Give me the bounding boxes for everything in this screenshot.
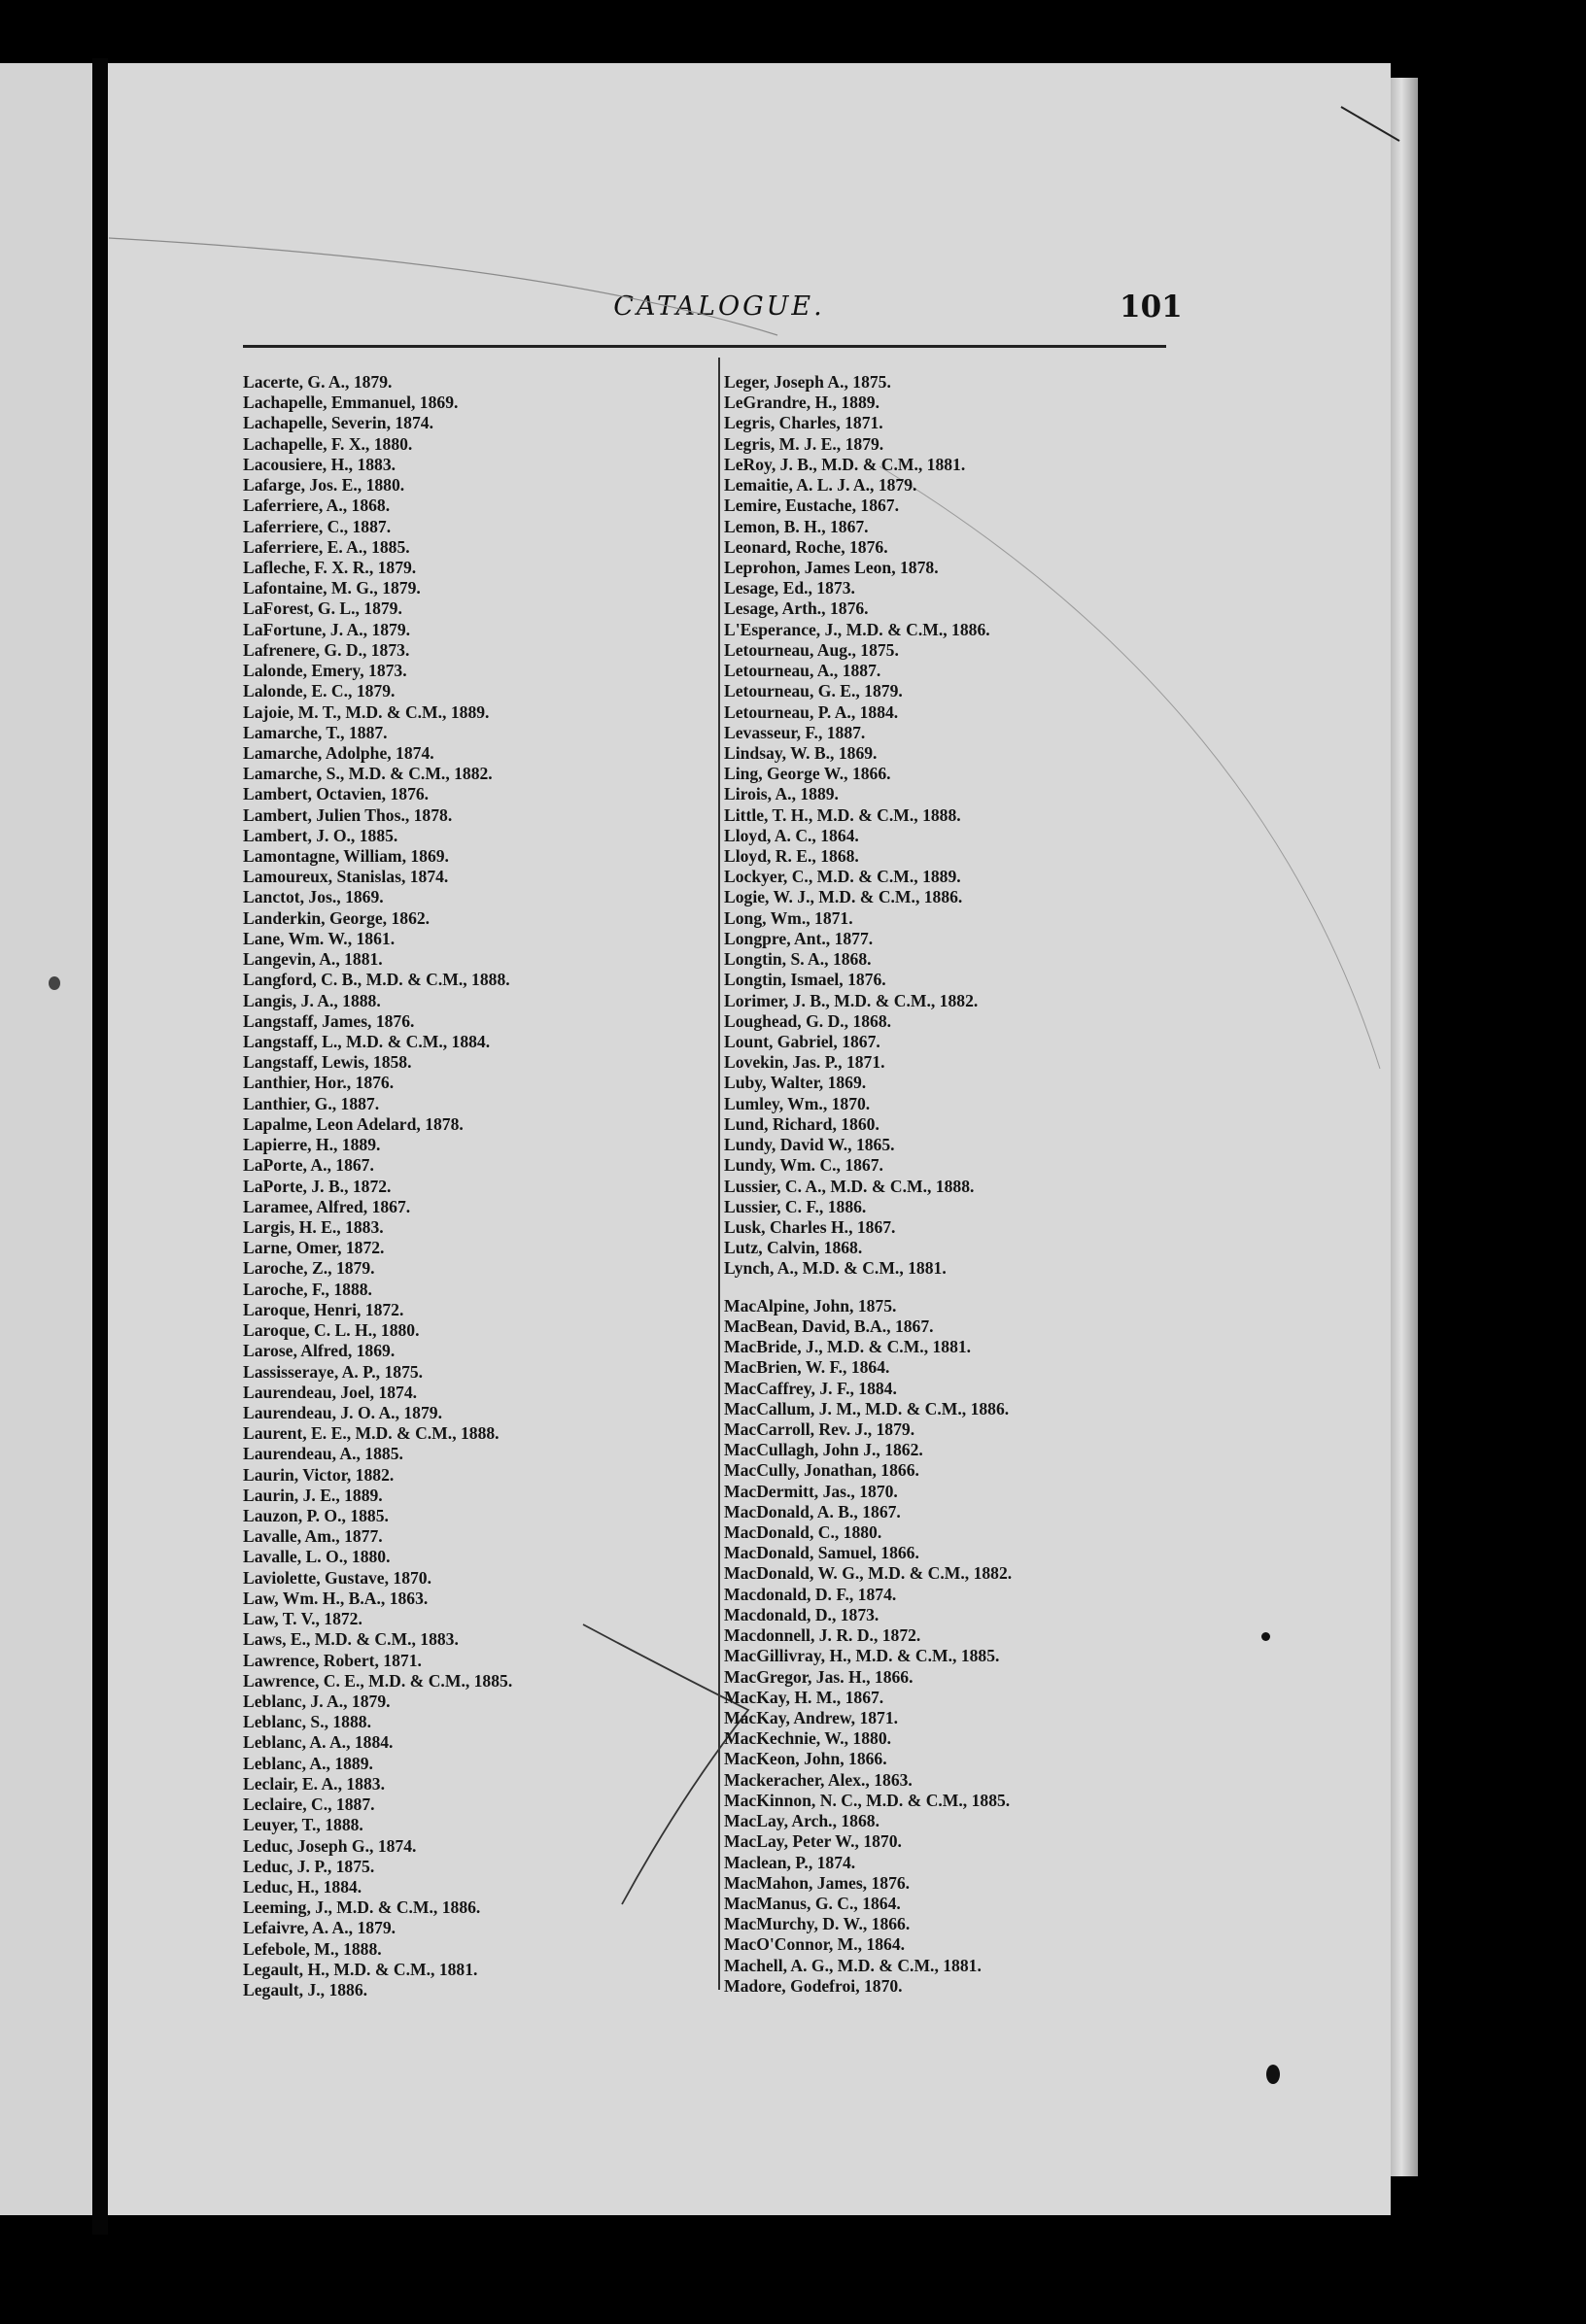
catalogue-entry: Laramee, Alfred, 1867.: [243, 1196, 411, 1216]
catalogue-entry: MacCarroll, Rev. J., 1879.: [724, 1418, 915, 1439]
catalogue-entry: Leclair, E. A., 1883.: [243, 1773, 385, 1794]
catalogue-entry: Lacerte, G. A., 1879.: [243, 372, 393, 392]
catalogue-entry: Lacousiere, H., 1883.: [243, 454, 396, 474]
catalogue-entry: LaFortune, J. A., 1879.: [243, 619, 411, 639]
catalogue-entry: Macdonnell, J. R. D., 1872.: [724, 1625, 921, 1646]
catalogue-entry: Lirois, A., 1889.: [724, 784, 839, 804]
catalogue-entry: Leblanc, J. A., 1879.: [243, 1692, 391, 1711]
catalogue-entry: Madore, Godefroi, 1870.: [724, 1975, 903, 1996]
catalogue-entry: Lalonde, E. C., 1879.: [243, 681, 396, 701]
catalogue-entry: MacManus, G. C., 1864.: [724, 1893, 901, 1913]
catalogue-entry: Leprohon, James Leon, 1878.: [724, 557, 939, 577]
book-gutter: [92, 58, 108, 2235]
catalogue-entry: Lount, Gabriel, 1867.: [724, 1032, 880, 1051]
catalogue-entry: Letourneau, A., 1887.: [724, 661, 881, 681]
catalogue-entry: Little, T. H., M.D. & C.M., 1888.: [724, 804, 961, 825]
catalogue-entry: Lorimer, J. B., M.D. & C.M., 1882.: [724, 990, 979, 1010]
catalogue-entry: Maclean, P., 1874.: [724, 1852, 856, 1872]
catalogue-entry: Lussier, C. F., 1886.: [724, 1196, 867, 1216]
catalogue-entry: MacCaffrey, J. F., 1884.: [724, 1378, 897, 1398]
catalogue-entry: Lafontaine, M. G., 1879.: [243, 578, 421, 598]
catalogue-entry: MacKeon, John, 1866.: [724, 1749, 887, 1769]
catalogue-entry: Landerkin, George, 1862.: [243, 907, 431, 928]
catalogue-entry: Laferriere, A., 1868.: [243, 496, 391, 516]
running-header-title: CATALOGUE.: [613, 291, 825, 322]
catalogue-entry: Laurent, E. E., M.D. & C.M., 1888.: [243, 1423, 500, 1444]
left-column-entries: [243, 372, 690, 2000]
catalogue-entry: Lapierre, H., 1889.: [243, 1135, 381, 1155]
catalogue-entry: MacGregor, Jas. H., 1866.: [724, 1666, 914, 1687]
catalogue-entry: Leblanc, A. A., 1884.: [243, 1732, 394, 1753]
catalogue-entry: Lindsay, W. B., 1869.: [724, 742, 878, 763]
catalogue-entry: MacMurchy, D. W., 1866.: [724, 1914, 911, 1934]
catalogue-entry: Leclaire, C., 1887.: [243, 1794, 375, 1815]
catalogue-entry: MacGillivray, H., M.D. & C.M., 1885.: [724, 1646, 1000, 1666]
catalogue-entry: Letourneau, G. E., 1879.: [724, 681, 903, 701]
ink-blot: [1261, 1632, 1270, 1641]
catalogue-entry: Leduc, H., 1884.: [243, 1876, 362, 1897]
catalogue-entry: Leuyer, T., 1888.: [243, 1815, 363, 1835]
catalogue-entry: MacAlpine, John, 1875.: [724, 1295, 897, 1316]
page-edge: [1391, 78, 1418, 2176]
ink-blot: [1266, 2065, 1280, 2084]
catalogue-entry: Laurendeau, Joel, 1874.: [243, 1382, 418, 1402]
catalogue-entry: LeGrandre, H., 1889.: [724, 393, 879, 413]
catalogue-entry: Lamarche, T., 1887.: [243, 722, 388, 742]
catalogue-entry: Lamontagne, William, 1869.: [243, 846, 449, 867]
catalogue-entry: Leduc, Joseph G., 1874.: [243, 1835, 417, 1856]
catalogue-entry: MacBrien, W. F., 1864.: [724, 1357, 890, 1378]
catalogue-entry: MacLay, Peter W., 1870.: [724, 1831, 902, 1852]
catalogue-entry: Legris, M. J. E., 1879.: [724, 433, 884, 454]
catalogue-entry: Laroque, C. L. H., 1880.: [243, 1320, 420, 1341]
catalogue-entry: Laurendeau, J. O. A., 1879.: [243, 1402, 442, 1422]
catalogue-entry: Longtin, S. A., 1868.: [724, 949, 872, 970]
catalogue-entry: Lefebole, M., 1888.: [243, 1938, 382, 1959]
catalogue-entry: MacDonald, A. B., 1867.: [724, 1501, 901, 1521]
catalogue-entry: Lapalme, Leon Adelard, 1878.: [243, 1113, 464, 1134]
catalogue-entry: Lloyd, R. E., 1868.: [724, 846, 859, 867]
catalogue-entry: Macdonald, D., 1873.: [724, 1604, 879, 1624]
catalogue-entry: Legault, J., 1886.: [243, 1980, 368, 2000]
catalogue-entry: Lesage, Ed., 1873.: [724, 578, 855, 598]
catalogue-entry: MacDonald, C., 1880.: [724, 1522, 882, 1543]
catalogue-entry: Longtin, Ismael, 1876.: [724, 970, 886, 990]
catalogue-entry: Lesage, Arth., 1876.: [724, 598, 869, 619]
catalogue-entry: MacCullagh, John J., 1862.: [724, 1440, 923, 1460]
catalogue-entry: Lumley, Wm., 1870.: [724, 1093, 871, 1113]
catalogue-entry: Lalonde, Emery, 1873.: [243, 661, 407, 681]
catalogue-entry: Levasseur, F., 1887.: [724, 722, 866, 742]
catalogue-entry: Leblanc, S., 1888.: [243, 1712, 371, 1732]
catalogue-entry: Leonard, Roche, 1876.: [724, 536, 888, 557]
catalogue-entry: MacO'Connor, M., 1864.: [724, 1934, 906, 1955]
catalogue-entry: Langis, J. A., 1888.: [243, 990, 381, 1010]
catalogue-entry: Larne, Omer, 1872.: [243, 1238, 385, 1258]
catalogue-entry: Longpre, Ant., 1877.: [724, 928, 874, 948]
catalogue-entry: Mackeracher, Alex., 1863.: [724, 1769, 913, 1790]
catalogue-entry: Lachapelle, Emmanuel, 1869.: [243, 393, 459, 413]
catalogue-entry: MacDonald, Samuel, 1866.: [724, 1543, 919, 1563]
catalogue-entry: Lockyer, C., M.D. & C.M., 1889.: [724, 867, 961, 887]
catalogue-entry: Lachapelle, F. X., 1880.: [243, 433, 413, 454]
catalogue-entry: Lauzon, P. O., 1885.: [243, 1506, 389, 1526]
catalogue-entry: Loughead, G. D., 1868.: [724, 1010, 892, 1031]
catalogue-entry: Lanctot, Jos., 1869.: [243, 887, 384, 907]
page-number: 101: [1120, 290, 1183, 325]
catalogue-entry: Law, T. V., 1872.: [243, 1609, 362, 1629]
catalogue-entry: Lachapelle, Severin, 1874.: [243, 413, 433, 433]
catalogue-entry: Largis, H. E., 1883.: [243, 1216, 384, 1237]
catalogue-entry: MacCallum, J. M., M.D. & C.M., 1886.: [724, 1398, 1010, 1418]
catalogue-entry: Lawrence, C. E., M.D. & C.M., 1885.: [243, 1670, 513, 1691]
catalogue-entry: Lafleche, F. X. R., 1879.: [243, 557, 417, 577]
right-column-entries: [724, 372, 1171, 1997]
catalogue-entry: MacKay, Andrew, 1871.: [724, 1708, 899, 1727]
catalogue-entry: MacCully, Jonathan, 1866.: [724, 1460, 919, 1481]
catalogue-entry: Lafrenere, G. D., 1873.: [243, 639, 410, 660]
catalogue-entry: MacMahon, James, 1876.: [724, 1872, 911, 1893]
catalogue-entry: Lamarche, S., M.D. & C.M., 1882.: [243, 764, 493, 784]
left-page-margin: [0, 63, 92, 2215]
catalogue-entry: Lusk, Charles H., 1867.: [724, 1216, 896, 1237]
catalogue-entry: MacBean, David, B.A., 1867.: [724, 1316, 934, 1336]
catalogue-entry: MacLay, Arch., 1868.: [724, 1811, 879, 1831]
catalogue-entry: Laurin, J. E., 1889.: [243, 1485, 383, 1505]
catalogue-entry: Lambert, Octavien, 1876.: [243, 784, 430, 804]
catalogue-entry: Lundy, David W., 1865.: [724, 1135, 895, 1155]
catalogue-entry: Legris, Charles, 1871.: [724, 413, 883, 433]
catalogue-entry: Langford, C. B., M.D. & C.M., 1888.: [243, 970, 510, 990]
catalogue-entry: Lemaitie, A. L. J. A., 1879.: [724, 475, 917, 496]
catalogue-entry: Langevin, A., 1881.: [243, 949, 383, 970]
catalogue-entry: Leblanc, A., 1889.: [243, 1753, 373, 1773]
catalogue-entry: Machell, A. G., M.D. & C.M., 1881.: [724, 1955, 982, 1975]
catalogue-entry: Lemire, Eustache, 1867.: [724, 496, 899, 516]
catalogue-entry: Lamarche, Adolphe, 1874.: [243, 742, 434, 763]
catalogue-entry: Laviolette, Gustave, 1870.: [243, 1567, 431, 1588]
catalogue-entry: Lawrence, Robert, 1871.: [243, 1650, 422, 1670]
catalogue-entry: Leduc, J. P., 1875.: [243, 1856, 375, 1876]
catalogue-entry: Leger, Joseph A., 1875.: [724, 372, 891, 392]
catalogue-entry: Logie, W. J., M.D. & C.M., 1886.: [724, 887, 963, 907]
catalogue-entry: Lassisseraye, A. P., 1875.: [243, 1361, 424, 1382]
catalogue-entry: Laroche, Z., 1879.: [243, 1258, 375, 1279]
catalogue-entry: LeRoy, J. B., M.D. & C.M., 1881.: [724, 454, 966, 474]
catalogue-entry: LaForest, G. L., 1879.: [243, 598, 402, 619]
catalogue-entry: Lovekin, Jas. P., 1871.: [724, 1052, 885, 1073]
catalogue-entry: Laroche, F., 1888.: [243, 1279, 372, 1299]
column-divider: [718, 358, 720, 1990]
catalogue-entry: Leeming, J., M.D. & C.M., 1886.: [243, 1897, 481, 1918]
catalogue-entry: Law, Wm. H., B.A., 1863.: [243, 1588, 429, 1608]
catalogue-entry: Laurendeau, A., 1885.: [243, 1444, 403, 1464]
catalogue-entry: L'Esperance, J., M.D. & C.M., 1886.: [724, 619, 990, 639]
catalogue-entry: Laroque, Henri, 1872.: [243, 1299, 404, 1319]
catalogue-entry: Macdonald, D. F., 1874.: [724, 1584, 897, 1604]
catalogue-entry: Luby, Walter, 1869.: [724, 1073, 867, 1093]
ink-blot: [49, 976, 60, 990]
catalogue-entry: Laws, E., M.D. & C.M., 1883.: [243, 1629, 459, 1650]
catalogue-entry: Ling, George W., 1866.: [724, 764, 891, 784]
catalogue-entry: MacBride, J., M.D. & C.M., 1881.: [724, 1337, 972, 1357]
catalogue-entry: MacDermitt, Jas., 1870.: [724, 1481, 898, 1501]
catalogue-entry: Lanthier, G., 1887.: [243, 1093, 380, 1113]
catalogue-entry: Lafarge, Jos. E., 1880.: [243, 475, 405, 496]
catalogue-entry: Laurin, Victor, 1882.: [243, 1464, 395, 1485]
catalogue-entry: Lloyd, A. C., 1864.: [724, 825, 859, 845]
header-rule: [243, 345, 1166, 348]
catalogue-entry: Langstaff, James, 1876.: [243, 1010, 415, 1031]
catalogue-entry: Laferriere, C., 1887.: [243, 516, 392, 536]
catalogue-entry: Lundy, Wm. C., 1867.: [724, 1155, 883, 1176]
catalogue-entry: Letourneau, Aug., 1875.: [724, 639, 899, 660]
catalogue-entry: MacKinnon, N. C., M.D. & C.M., 1885.: [724, 1790, 1011, 1810]
catalogue-entry: Laferriere, E. A., 1885.: [243, 536, 410, 557]
catalogue-entry: Letourneau, P. A., 1884.: [724, 701, 899, 722]
catalogue-entry: Langstaff, Lewis, 1858.: [243, 1052, 412, 1073]
catalogue-entry: Legault, H., M.D. & C.M., 1881.: [243, 1959, 478, 1979]
catalogue-entry: LaPorte, A., 1867.: [243, 1155, 374, 1176]
catalogue-entry: LaPorte, J. B., 1872.: [243, 1176, 392, 1196]
catalogue-entry: Lavalle, Am., 1877.: [243, 1526, 383, 1547]
catalogue-entry: Larose, Alfred, 1869.: [243, 1341, 396, 1361]
catalogue-entry: Lemon, B. H., 1867.: [724, 516, 869, 536]
catalogue-entry: Lavalle, L. O., 1880.: [243, 1547, 391, 1567]
catalogue-entry: MacKechnie, W., 1880.: [724, 1728, 892, 1749]
catalogue-entry: Lamoureux, Stanislas, 1874.: [243, 867, 449, 887]
catalogue-entry: Lambert, J. O., 1885.: [243, 825, 398, 845]
catalogue-entry: Lane, Wm. W., 1861.: [243, 928, 396, 948]
catalogue-entry: Lanthier, Hor., 1876.: [243, 1073, 395, 1093]
catalogue-entry: Lutz, Calvin, 1868.: [724, 1238, 863, 1258]
catalogue-entry: Langstaff, L., M.D. & C.M., 1884.: [243, 1032, 491, 1051]
catalogue-entry: MacDonald, W. G., M.D. & C.M., 1882.: [724, 1563, 1013, 1584]
catalogue-entry: Lajoie, M. T., M.D. & C.M., 1889.: [243, 701, 490, 722]
catalogue-entry: MacKay, H. M., 1867.: [724, 1687, 884, 1707]
catalogue-entry: Lussier, C. A., M.D. & C.M., 1888.: [724, 1176, 975, 1196]
section-gap: [724, 1280, 1171, 1296]
catalogue-entry: Lefaivre, A. A., 1879.: [243, 1918, 396, 1938]
catalogue-entry: Lynch, A., M.D. & C.M., 1881.: [724, 1258, 947, 1279]
catalogue-entry: Lambert, Julien Thos., 1878.: [243, 804, 453, 825]
catalogue-entry: Lund, Richard, 1860.: [724, 1113, 879, 1134]
catalogue-entry: Long, Wm., 1871.: [724, 907, 853, 928]
